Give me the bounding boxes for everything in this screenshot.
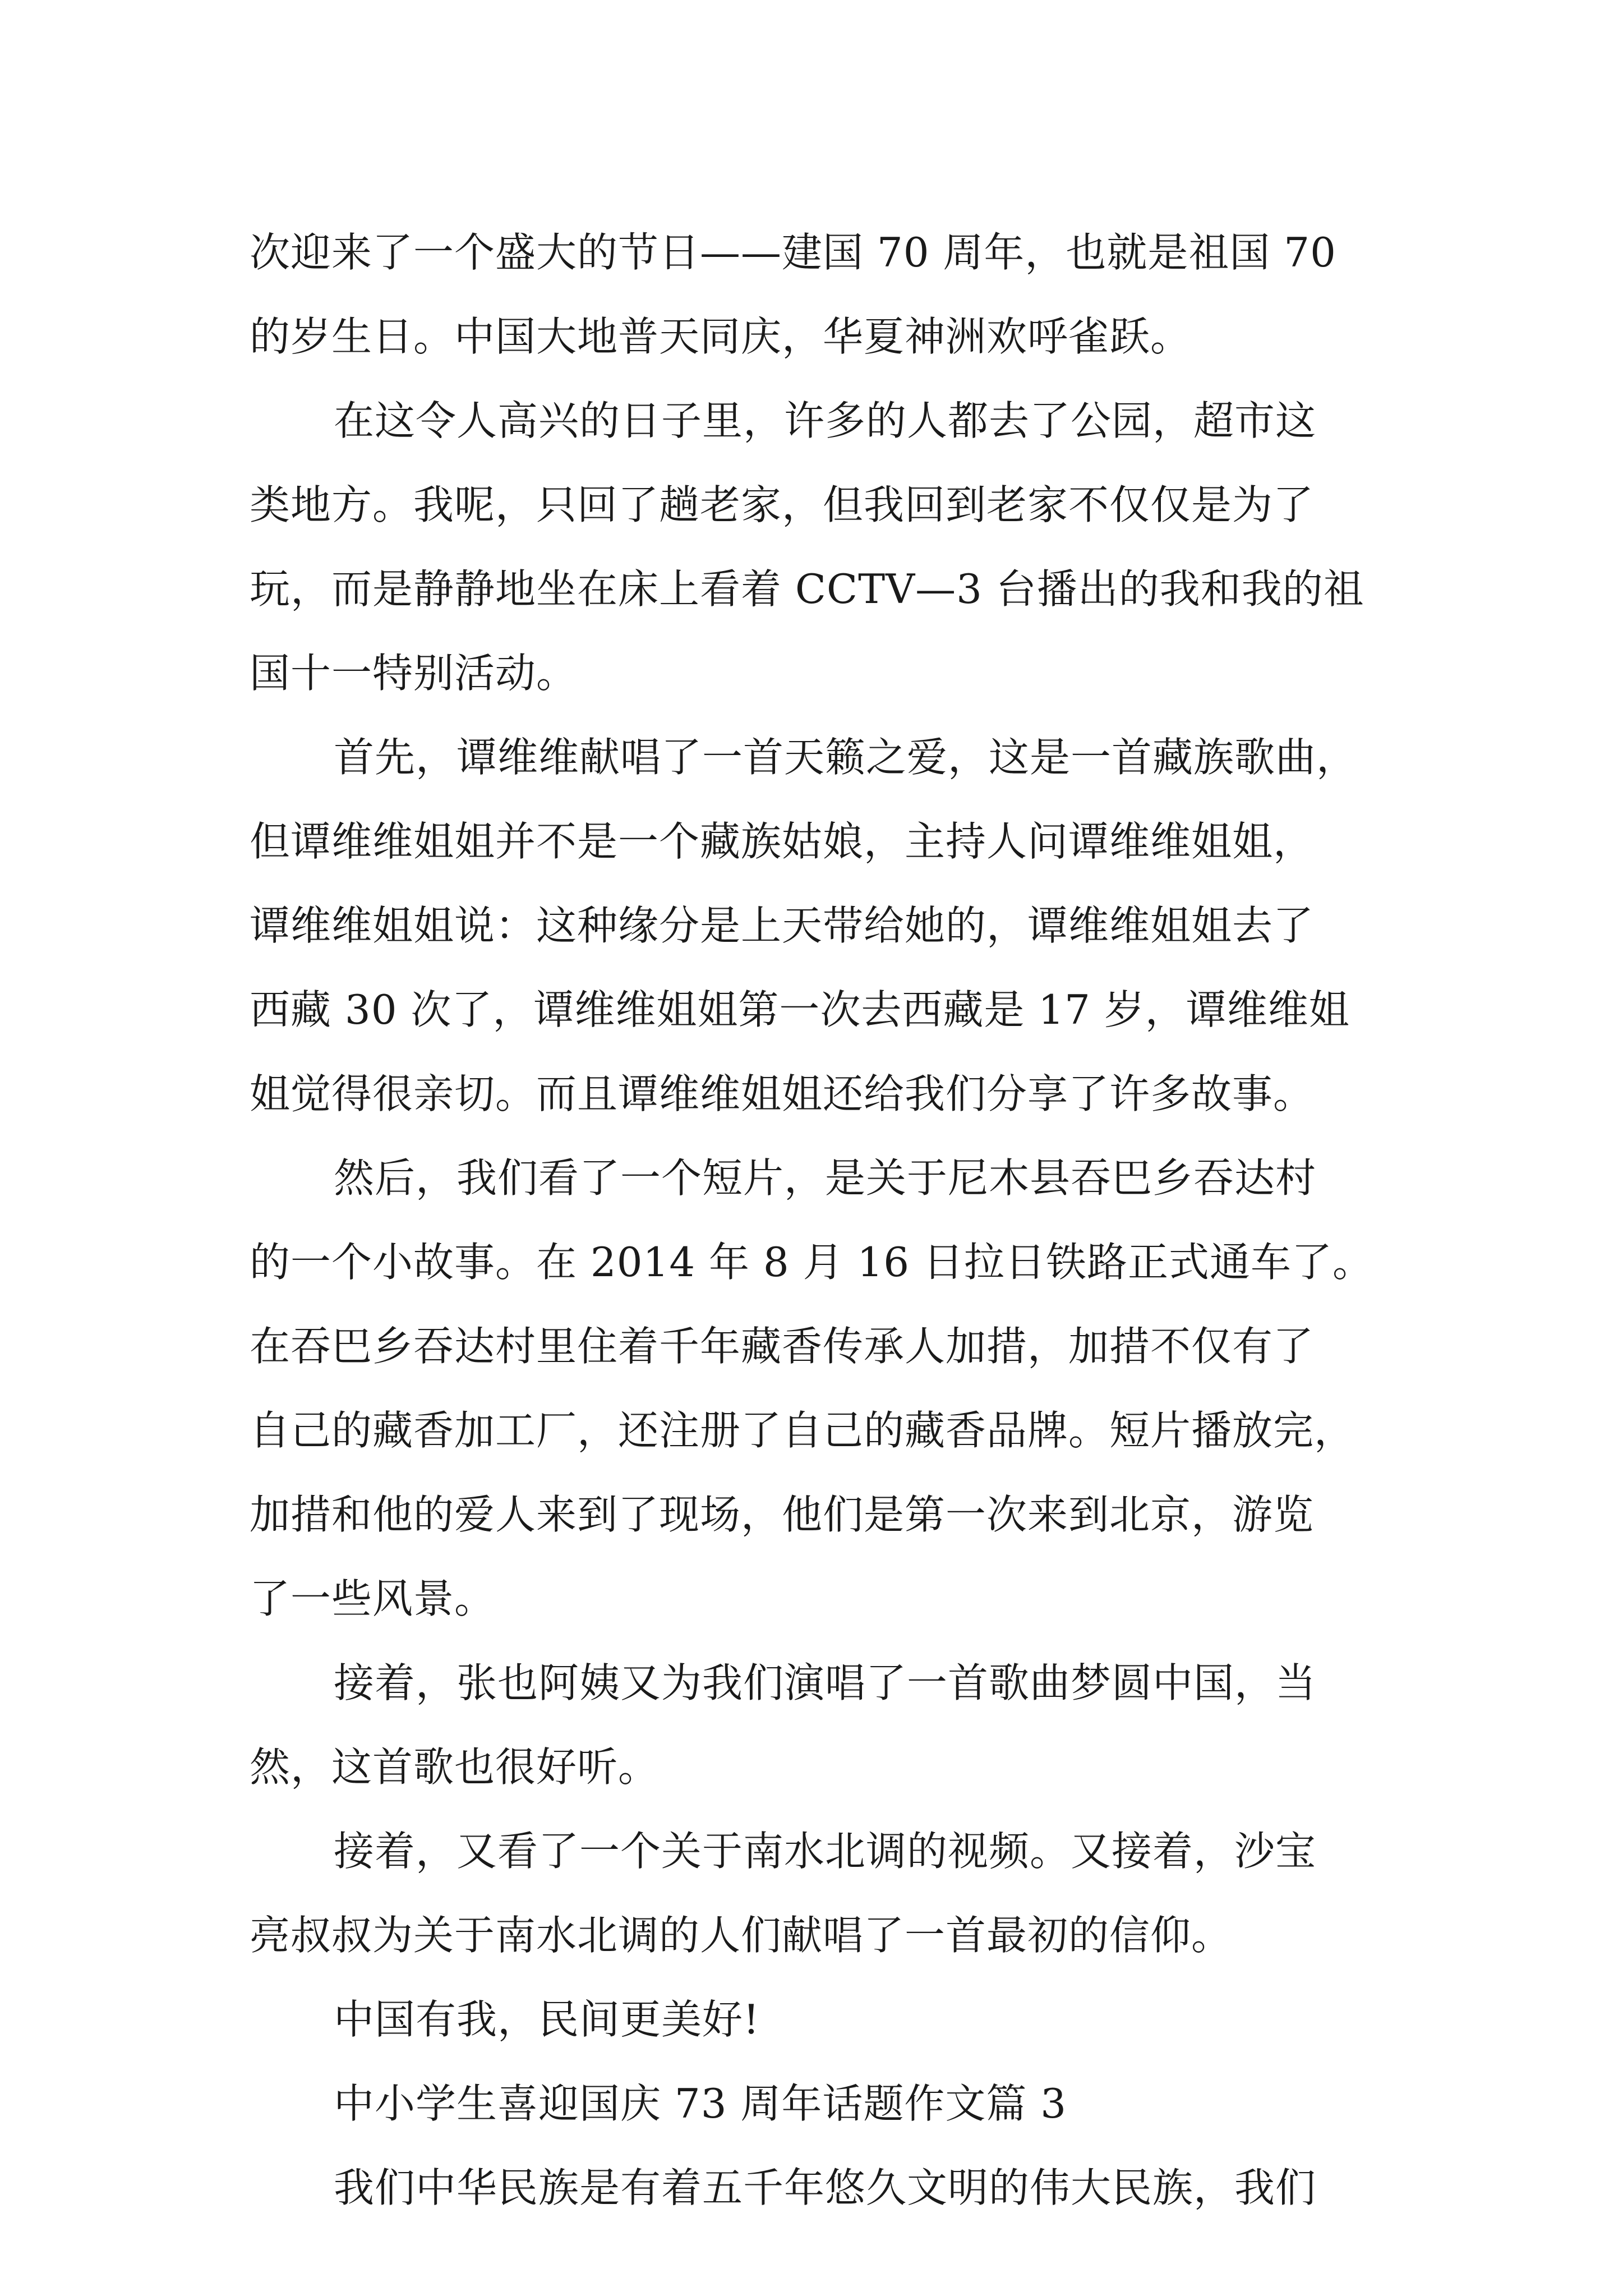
text-line: 但谭维维姐姐并不是一个藏族姑娘，主持人问谭维维姐姐，: [250, 818, 1315, 865]
text-line: 接着，又看了一个关于南水北调的视频。又接着，沙宝: [334, 1828, 1317, 1875]
text-line: 谭维维姐姐说：这种缘分是上天带给她的，谭维维姐姐去了: [250, 902, 1315, 949]
text-line: 的岁生日。中国大地普天同庆，华夏神洲欢呼雀跃。: [250, 313, 1192, 360]
text-line: 我们中华民族是有着五千年悠久文明的伟大民族，我们: [334, 2164, 1317, 2211]
text-line: 次迎来了一个盛大的节日——建国 70 周年，也就是祖国 70: [250, 229, 1336, 276]
text-line: 加措和他的爱人来到了现场，他们是第一次来到北京，游览: [250, 1491, 1315, 1538]
text-line: 自己的藏香加工厂，还注册了自己的藏香品牌。短片播放完，: [250, 1407, 1355, 1454]
text-line: 玩，而是静静地坐在床上看着 CCTV—3 台播出的我和我的祖: [250, 565, 1364, 613]
text-line: 西藏 30 次了，谭维维姐姐第一次去西藏是 17 岁，谭维维姐: [250, 986, 1350, 1033]
section-heading: 中小学生喜迎国庆 73 周年话题作文篇 3: [334, 2080, 1067, 2127]
text-line: 然后，我们看了一个短片，是关于尼木县吞巴乡吞达村: [334, 1154, 1317, 1202]
text-line: 在吞巴乡吞达村里住着千年藏香传承人加措，加措不仅有了: [250, 1323, 1315, 1370]
text-line: 亮叔叔为关于南水北调的人们献唱了一首最初的信仰。: [250, 1912, 1233, 1959]
text-line: 接着，张也阿姨又为我们演唱了一首歌曲梦圆中国，当: [334, 1659, 1317, 1706]
text-line: 然，这首歌也很好听。: [250, 1743, 660, 1791]
text-line: 在这令人高兴的日子里，许多的人都去了公园，超市这: [334, 397, 1317, 444]
text-line: 中国有我，民间更美好!: [334, 1996, 760, 2043]
text-line: 国十一特别活动。: [250, 650, 578, 697]
text-line: 姐觉得很亲切。而且谭维维姐姐还给我们分享了许多故事。: [250, 1070, 1315, 1117]
text-line: 的一个小故事。在 2014 年 8 月 16 日拉日铁路正式通车了。: [250, 1239, 1373, 1286]
text-line: 首先，谭维维献唱了一首天籁之爱，这是一首藏族歌曲，: [334, 734, 1358, 781]
text-line: 了一些风景。: [250, 1575, 496, 1622]
text-line: 类地方。我呢，只回了趟老家，但我回到老家不仅仅是为了: [250, 481, 1315, 528]
document-body: [250, 210, 1394, 2230]
